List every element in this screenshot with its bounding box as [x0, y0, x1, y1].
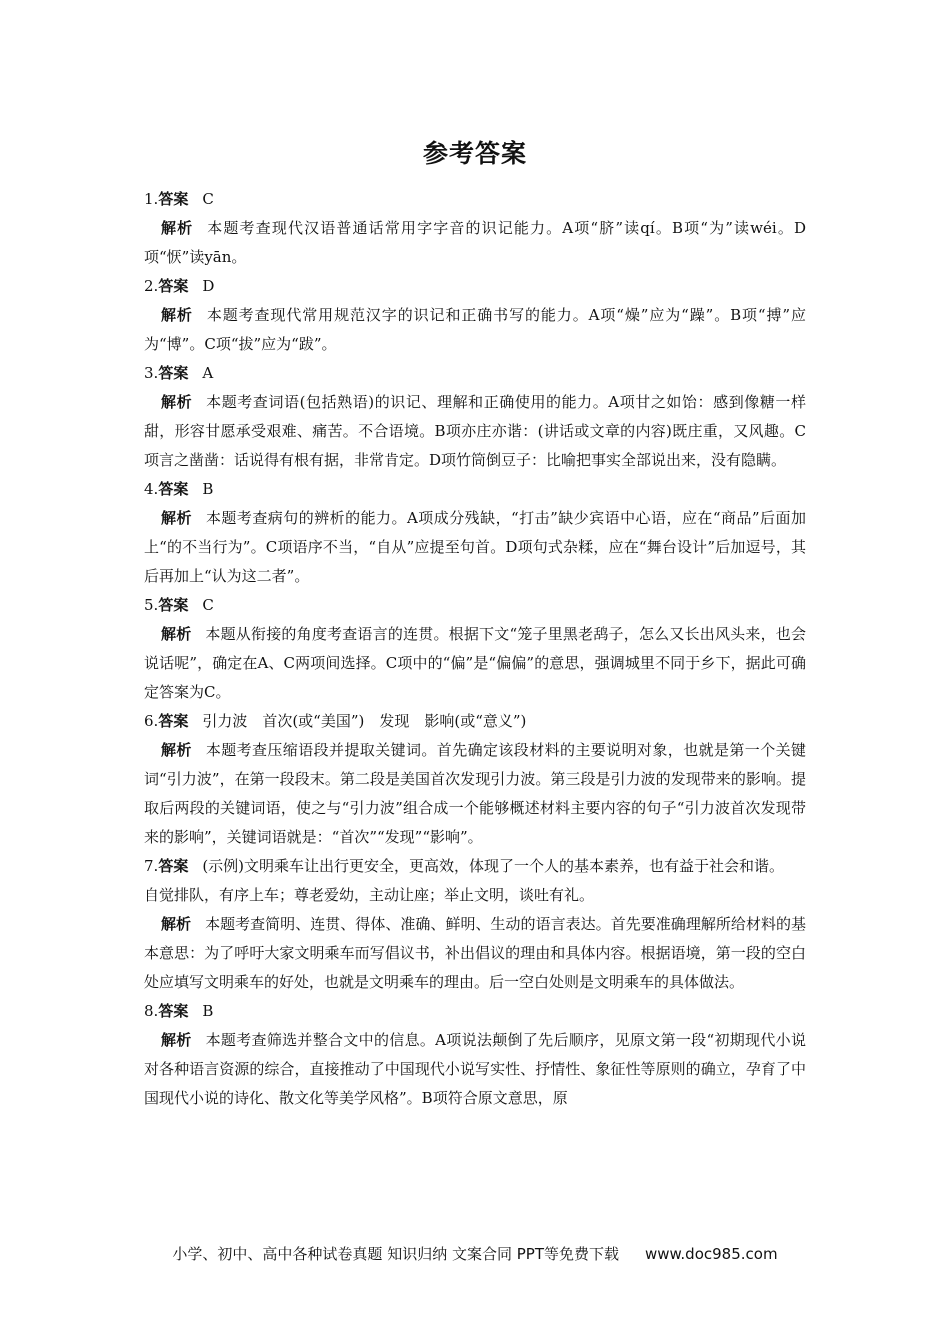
answer-line [144, 707, 806, 736]
analysis-text: 本题考查筛选并整合文中的信息。A项说法颠倒了先后顺序，见原文第一段“初期现代小说对各种语言资源的综合，直接推动了中国现代小说写实性、抒情性、象征性等原则的确立，孕育了中国现代小说的诗化、散文化等美学风格”。B项符合原文意思，原 [144, 1031, 806, 1107]
analysis-paragraph [144, 214, 806, 272]
analysis-label: 解析 [161, 306, 193, 324]
analysis-paragraph [144, 620, 806, 707]
answer-value: B [202, 480, 214, 498]
analysis-text: 本题考查词语(包括熟语)的识记、理解和正确使用的能力。A项甘之如饴：感到像糖一样甜，形容甘愿承受艰难、痛苦。不合语境。B项亦庄亦谐：(讲话或文章的内容)既庄重，又风趣。C项言之凿凿：话说得有根有据，非常肯定。D项竹筒倒豆子：比喻把事实全部说出来，没有隐瞒。 [144, 393, 806, 469]
answer-item [144, 852, 806, 997]
analysis-label: 解析 [161, 1031, 192, 1049]
question-number: 4. [144, 480, 159, 498]
question-number: 5. [144, 596, 159, 614]
answer-item [144, 997, 806, 1113]
analysis-text: 本题从衔接的角度考查语言的连贯。根据下文“笼子里黑老鸹子，怎么又长出风头来，也会说话呢”，确定在A、C两项间选择。C项中的“偏”是“偏偏”的意思，强调城里不同于乡下，据此可确定答案为C。 [144, 625, 806, 701]
question-number: 3. [144, 364, 159, 382]
question-number: 1. [144, 190, 159, 208]
analysis-label: 解析 [161, 219, 194, 237]
answer-line [144, 997, 806, 1026]
answer-item [144, 475, 806, 591]
answer-value: C [202, 190, 214, 208]
analysis-label: 解析 [161, 915, 192, 933]
analysis-paragraph [144, 504, 806, 591]
analysis-text: 本题考查现代常用规范汉字的识记和正确书写的能力。A项“燥”应为“躁”。B项“搏”应为“博”。C项“拔”应为“跋”。 [144, 306, 806, 353]
analysis-label: 解析 [161, 625, 192, 643]
answer-label: 答案 [158, 596, 189, 614]
answer-item [144, 707, 806, 852]
answer-value: (示例)文明乘车让出行更安全，更高效，体现了一个人的基本素养，也有益于社会和谐。 [202, 857, 785, 875]
answer-item [144, 272, 806, 359]
answer-value: A [202, 364, 214, 382]
answer-value: C [202, 596, 214, 614]
answer-list [144, 185, 806, 1113]
answer-item [144, 591, 806, 707]
answer-label: 答案 [158, 712, 189, 730]
answer-label: 答案 [158, 364, 189, 382]
answer-line [144, 475, 806, 504]
answer-value: B [202, 1002, 214, 1020]
question-number: 6. [144, 712, 159, 730]
analysis-text: 本题考查现代汉语普通话常用字字音的识记能力。A项“脐”读qí。B项“为”读wéi。D项“恹”读yān。 [144, 219, 806, 266]
footer-site-link[interactable]: www.doc985.com [644, 1245, 778, 1263]
analysis-text: 本题考查简明、连贯、得体、准确、鲜明、生动的语言表达。首先要准确理解所给材料的基本意思：为了呼吁大家文明乘车而写倡议书，补出倡议的理由和具体内容。根据语境，第一段的空白处应填写文明乘车的好处，也就是文明乘车的理由。后一空白处则是文明乘车的具体做法。 [144, 915, 806, 991]
answer-item [144, 185, 806, 272]
answer-label: 答案 [158, 480, 189, 498]
answer-item [144, 359, 806, 475]
analysis-paragraph [144, 910, 806, 997]
answer-line [144, 185, 806, 214]
page-title: 参考答案 [422, 139, 527, 168]
question-number: 7. [144, 857, 159, 875]
analysis-paragraph [144, 301, 806, 359]
page-footer [0, 1243, 950, 1264]
answer-label: 答案 [158, 190, 189, 208]
answer-line [144, 591, 806, 620]
analysis-text: 本题考查病句的辨析的能力。A项成分残缺，“打击”缺少宾语中心语，应在“商品”后面加上“的不当行为”。C项语序不当，“自从”应提至句首。D项句式杂糅，应在“舞台设计”后加逗号，其后再加上“认为这二者”。 [144, 509, 806, 585]
analysis-text: 本题考查压缩语段并提取关键词。首先确定该段材料的主要说明对象，也就是第一个关键词“引力波”，在第一段段末。第二段是美国首次发现引力波。第三段是引力波的发现带来的影响。提取后两段的关键词语，使之与“引力波”组合成一个能够概述材料主要内容的句子“引力波首次发现带来的影响”，关键词语就是：“首次”“发现”“影响”。 [144, 741, 806, 846]
analysis-paragraph [144, 388, 806, 475]
analysis-label: 解析 [161, 509, 192, 527]
answer-value: 引力波 首次(或“美国”) 发现 影响(或“意义”) [202, 712, 527, 730]
analysis-label: 解析 [161, 741, 192, 759]
answer-label: 答案 [158, 857, 189, 875]
answer-label: 答案 [158, 1002, 189, 1020]
question-number: 8. [144, 1002, 159, 1020]
question-number: 2. [144, 277, 159, 295]
answer-extra-line: 自觉排队，有序上车；尊老爱幼，主动让座；举止文明，谈吐有礼。 [144, 886, 595, 904]
answer-label: 答案 [158, 277, 189, 295]
answer-value: D [202, 277, 215, 295]
answer-line [144, 272, 806, 301]
analysis-paragraph [144, 1026, 806, 1113]
answer-line [144, 852, 806, 881]
footer-text: 小学、初中、高中各种试卷真题 知识归纳 文案合同 PPT等免费下载 [172, 1245, 619, 1263]
analysis-paragraph [144, 736, 806, 852]
analysis-label: 解析 [161, 393, 193, 411]
answer-line [144, 359, 806, 388]
